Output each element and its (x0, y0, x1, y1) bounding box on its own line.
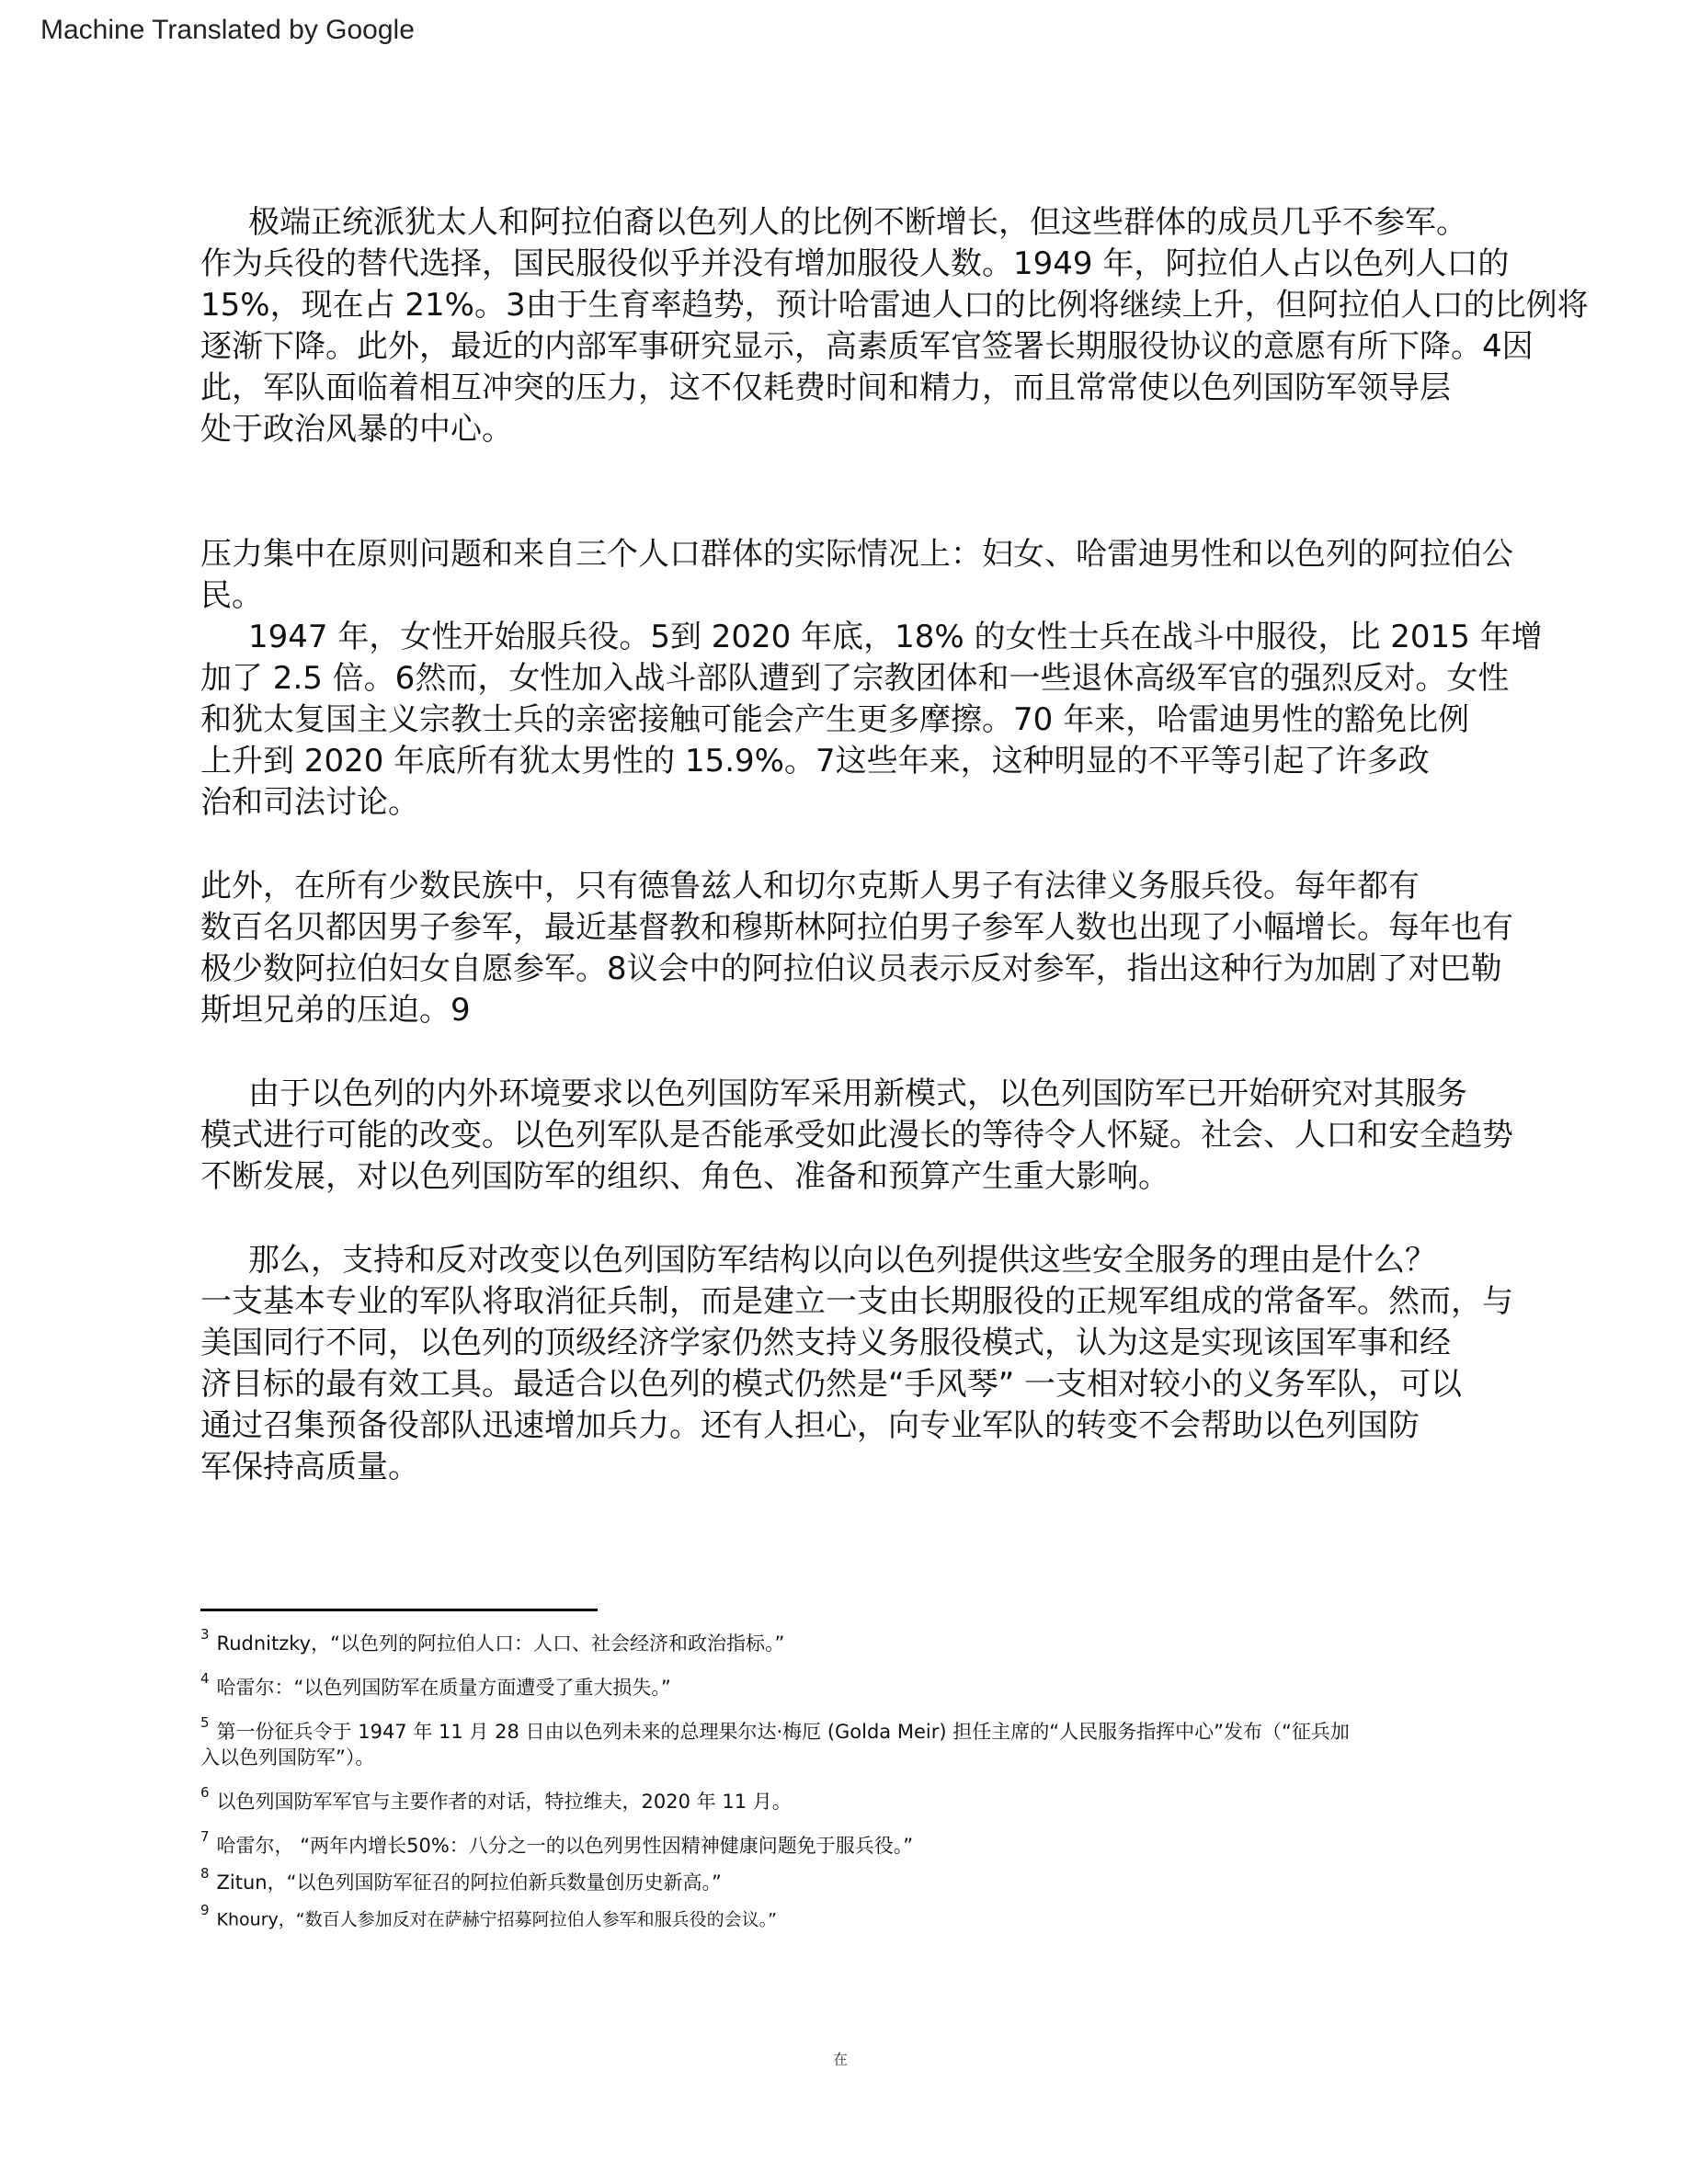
text-line: 模式进行可能的改变。以色列军队是否能承受如此漫长的等待令人怀疑。社会、人口和安全趋势 (200, 1117, 1513, 1154)
text-line: 极端正统派犹太人和阿拉伯裔以色列人的比例不断增长，但这些群体的成员几乎不参军。 (248, 204, 1467, 241)
footnote-7 (200, 1827, 1488, 1859)
text-line: 处于政治风暴的中心。 (200, 411, 513, 448)
footnote-8 (200, 1864, 1488, 1895)
footnote-number: 5 (200, 1714, 210, 1731)
footnote-text: 哈雷尔， “两年内增长50%：八分之一的以色列男性因精神健康问题免于服兵役。” (216, 1835, 914, 1857)
footnote-text: 第一份征兵令于 1947 年 11 月 28 日由以色列未来的总理果尔达·梅厄 (Golda Meir) 担任主席的“人民服务指挥中心”发布（“征兵加 (216, 1721, 1350, 1743)
text-line: 不断发展，对以色列国防军的组织、角色、准备和预算产生重大影响。 (200, 1158, 1169, 1195)
footnote-5-continued (200, 1745, 1488, 1770)
footnote-text: 哈雷尔：“以色列国防军在质量方面遭受了重大损失。” (216, 1677, 671, 1699)
text-line: 压力集中在原则问题和来自三个人口群体的实际情况上：妇女、哈雷迪男性和以色列的阿拉伯公 (200, 536, 1513, 573)
paragraph-4 (200, 866, 1513, 1031)
footnote-number: 7 (200, 1828, 210, 1845)
footnote-4 (200, 1669, 1488, 1701)
paragraph-5 (200, 1074, 1513, 1198)
page-number: 在 (833, 2051, 849, 2068)
text-line: 民。 (200, 577, 263, 614)
footnotes (200, 1625, 1488, 1930)
footnote-text: Rudnitzky，“以色列的阿拉伯人口：人口、社会经济和政治指标。” (216, 1632, 785, 1655)
footnote-text: 以色列国防军军官与主要作者的对话，特拉维夫，2020 年 11 月。 (216, 1791, 792, 1813)
text-line: 1947 年，女性开始服兵役。5到 2020 年底，18% 的女性士兵在战斗中服役，比 2015 年增 (248, 619, 1543, 655)
text-line: 作为兵役的替代选择，国民服役似乎并没有增加服役人数。1949 年，阿拉伯人占以色列人口的 (200, 245, 1510, 282)
footnote-3 (200, 1625, 1488, 1656)
paragraph-2 (200, 534, 1513, 617)
text-line: 逐渐下降。此外，最近的内部军事研究显示，高素质军官签署长期服役协议的意愿有所下降。4因 (200, 328, 1534, 365)
text-line: 数百名贝都因男子参军，最近基督教和穆斯林阿拉伯男子参军人数也出现了小幅增长。每年也有 (200, 909, 1513, 946)
paragraph-6 (200, 1240, 1513, 1488)
footnote-text: Zitun，“以色列国防军征召的阿拉伯新兵数量创历史新高。” (216, 1871, 722, 1894)
translation-header: Machine Translated by Google (40, 15, 415, 45)
footnote-9 (200, 1901, 1488, 1932)
paragraph-3 (200, 617, 1543, 824)
footnote-text: Khoury，“数百人参加反对在萨赫宁招募阿拉伯人参军和服兵役的会议。” (216, 1909, 777, 1930)
footnote-number: 8 (200, 1865, 210, 1882)
text-line: 那么，支持和反对改变以色列国防军结构以向以色列提供这些安全服务的理由是什么？ (248, 1242, 1436, 1279)
footnote-5 (200, 1713, 1488, 1745)
text-line: 通过召集预备役部队迅速增加兵力。还有人担心，向专业军队的转变不会帮助以色列国防 (200, 1407, 1420, 1444)
text-line: 斯坦兄弟的压迫。9 (200, 992, 471, 1029)
text-line: 由于以色列的内外环境要求以色列国防军采用新模式，以色列国防军已开始研究对其服务 (248, 1075, 1467, 1112)
footnote-number: 3 (200, 1626, 210, 1643)
footnote-text: 入以色列国防军”）。 (200, 1746, 375, 1769)
text-line: 加了 2.5 倍。6然而，女性加入战斗部队遭到了宗教团体和一些退休高级军官的强烈反对。女性 (200, 660, 1510, 697)
footnote-number: 6 (200, 1784, 210, 1801)
text-line: 和犹太复国主义宗教士兵的亲密接触可能会产生更多摩擦。70 年来，哈雷迪男性的豁免比例 (200, 701, 1470, 738)
text-line: 上升到 2020 年底所有犹太男性的 15.9%。7这些年来，这种明显的不平等引起了许多政 (200, 743, 1430, 779)
footnote-number: 9 (200, 1902, 210, 1918)
text-line: 一支基本专业的军队将取消征兵制，而是建立一支由长期服役的正规军组成的常备军。然而，与 (200, 1283, 1513, 1320)
footnote-divider (200, 1609, 598, 1611)
text-line: 极少数阿拉伯妇女自愿参军。8议会中的阿拉伯议员表示反对参军，指出这种行为加剧了对巴勒 (200, 950, 1502, 987)
text-line: 此，军队面临着相互冲突的压力，这不仅耗费时间和精力，而且常常使以色列国防军领导层 (200, 370, 1451, 406)
paragraph-1 (200, 202, 1589, 450)
text-line: 治和司法讨论。 (200, 784, 419, 821)
text-line: 军保持高质量。 (200, 1449, 419, 1485)
footnote-number: 4 (200, 1670, 210, 1687)
text-line: 济目标的最有效工具。最适合以色列的模式仍然是“手风琴” 一支相对较小的义务军队，可以 (200, 1366, 1463, 1403)
footnote-6 (200, 1783, 1488, 1814)
text-line: 此外，在所有少数民族中，只有德鲁兹人和切尔克斯人男子有法律义务服兵役。每年都有 (200, 868, 1420, 904)
text-line: 15%，现在占 21%。3由于生育率趋势，预计哈雷迪人口的比例将继续上升，但阿拉伯人口的比例将 (200, 287, 1589, 324)
text-line: 美国同行不同，以色列的顶级经济学家仍然支持义务服役模式，认为这是实现该国军事和经 (200, 1325, 1451, 1361)
